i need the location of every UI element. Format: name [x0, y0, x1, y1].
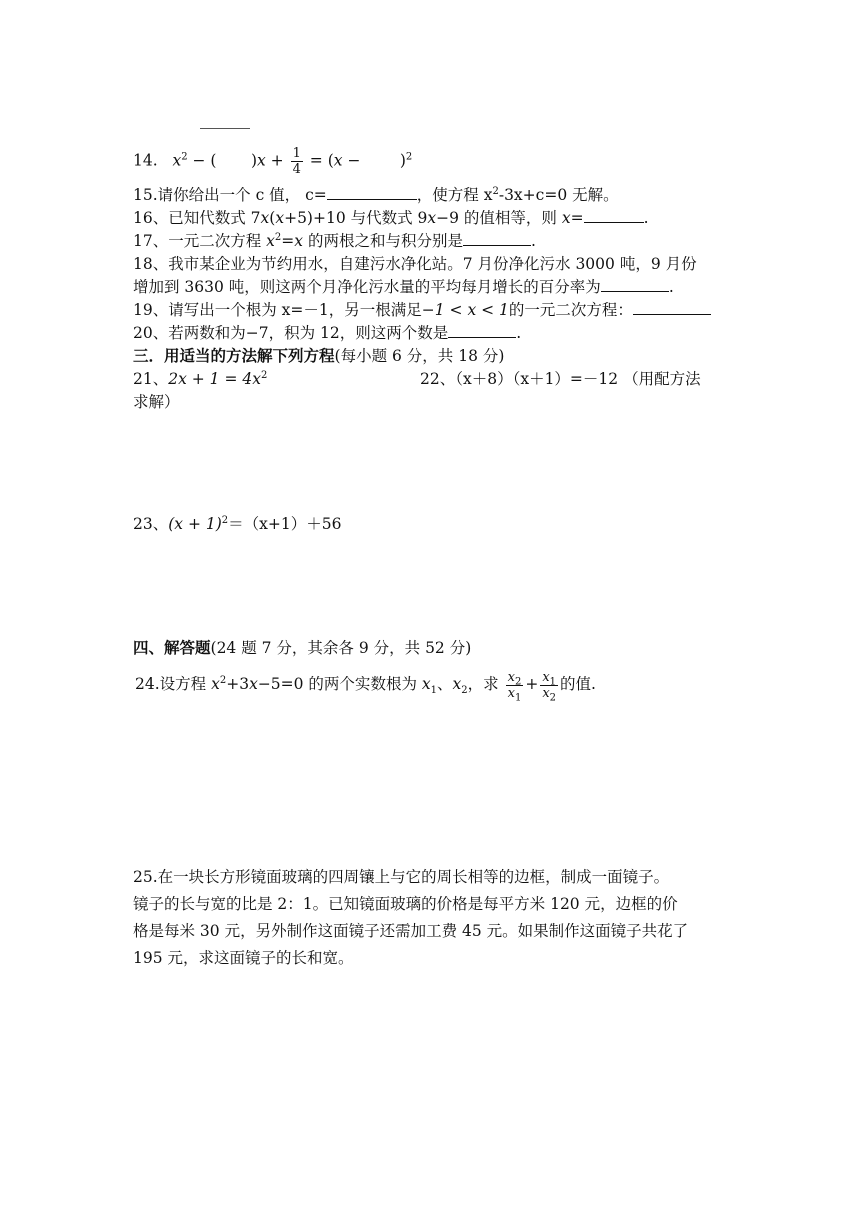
question-15: 15.请你给出一个 c 值， c= ，使方程 $x^2-3x+c=0$ 无解。 — [133, 185, 619, 204]
question-16: 16、已知代数式 7x(x+5)+10 与代数式 9x−9 的值相等，则 x= . — [133, 209, 649, 227]
decorative-rule — [200, 128, 250, 129]
question-24: 24.设方程 $x^2+3x-5=0$ 的两个实数根为 $x_1$、$x_2$，求 $\frac{x_2}{x_1}$ + $\frac{x_1}{x_2}$ 的值. — [135, 669, 596, 704]
question-22-line2: 求解） — [133, 393, 180, 411]
question-25: 25.在一块长方形镜面玻璃的四周镶上与它的周长相等的边框，制成一面镜子。 镜子的长与宽的比是 2：1。已知镜面玻璃的价格是每平方米 120 元，边框的价 格是每米 30 元，另外制作这面镜子还需加工费 45 元。如果制作这面镜子共花了 195 元，求这面镜子的长和宽。 — [133, 868, 689, 967]
question-14: 14. $x^2$ − ( )x + $\frac{1}{4}$ = (x − )$^2$ — [133, 146, 413, 177]
section-3-heading: 三．用适当的方法解下列方程(每小题 6 分，共 18 分) — [133, 346, 505, 365]
fraction-one-quarter: $\frac{1}{4}$ — [292, 146, 301, 177]
question-18-line1: 18、我市某企业为节约用水，自建污水净化站。7 月份净化污水 3000 吨，9 月份 — [133, 255, 697, 273]
question-18-line2: 增加到 3630 吨，则这两个月净化污水量的平均每月增长的百分率为 . — [133, 278, 674, 296]
section-4-heading: 四、解答题(24 题 7 分，其余各 9 分，共 52 分) — [133, 638, 472, 657]
answer-blank[interactable] — [463, 230, 531, 246]
fraction-x1-over-x2: $\frac{x_1}{x_2}$ — [542, 669, 557, 704]
answer-blank[interactable] — [448, 322, 516, 338]
answer-blank[interactable] — [327, 184, 417, 200]
answer-blank[interactable] — [584, 207, 644, 223]
question-19: 19、请写出一个根为 x=－1，另一根满足−1 < x < 1的一元二次方程： — [133, 299, 711, 321]
question-21: 21、$2x + 1 = 4x^2$ — [133, 369, 268, 388]
question-22-line1: 22、（x＋8）（x＋1）=－12 （用配方法 — [420, 370, 701, 388]
answer-blank[interactable] — [601, 276, 669, 292]
question-17: 17、一元二次方程 $x^2=x$ 的两根之和与积分别是 . — [133, 231, 536, 250]
question-23: 23、$(x + 1)^2=(x+1)+56$ — [133, 514, 342, 533]
answer-blank[interactable] — [633, 299, 711, 315]
fraction-x2-over-x1: $\frac{x_2}{x_1}$ — [507, 669, 522, 704]
question-20: 20、若两数和为−7，积为 12，则这两个数是 . — [133, 324, 522, 342]
